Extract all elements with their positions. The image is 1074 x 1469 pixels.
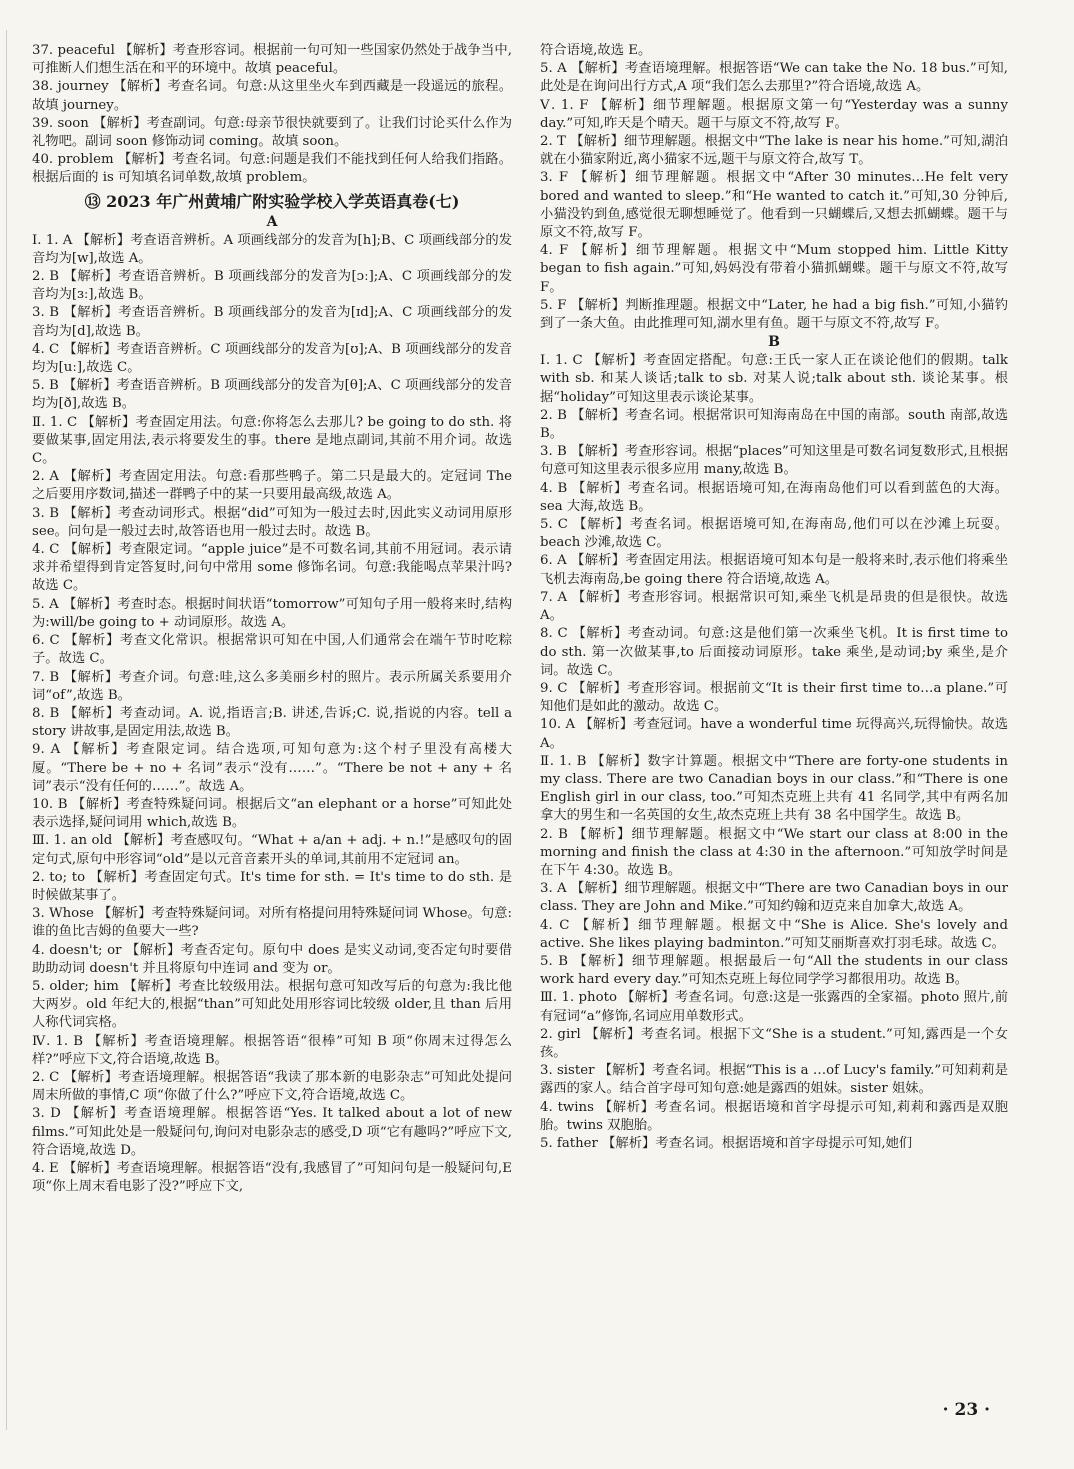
answer-item: 5. B 【解析】考查语音辨析。B 项画线部分的发音为[θ];A、C 项画线部分的发音均为[ð],故选 B。 [32, 378, 512, 412]
answer-item: 3. D 【解析】考查语境理解。根据答语“Yes. It talked about a lot of new films.”可知此处是一般疑问句,询问对电影杂志的感受,D 项“它有趣吗?”呼应下文,符合语境,故选 D。 [32, 1106, 512, 1158]
answer-item: 8. C 【解析】考查动词。句意:这是他们第一次乘坐飞机。It is first time to do sth. 第一次做某事,to 后面接动词原形。take 乘坐,是动词;by 乘坐,是介词。故选 C。 [540, 626, 1008, 678]
answer-item: Ⅱ. 1. B 【解析】数字计算题。根据文中“There are forty-one students in my class. There are two Canadian boys in our class.”和“There is one English girl in our class, too.”可知杰克班上共有 41 名同学,其中有两名加拿大的男生和一名英国的女生,故杰克班上共有 38 名中国学生。故选 B。 [540, 753, 1008, 824]
answer-item: 3. B 【解析】考查语音辨析。B 项画线部分的发音为[ɪd];A、C 项画线部分的发音均为[d],故选 B。 [32, 305, 512, 339]
answer-item: 2. T 【解析】细节理解题。根据文中“The lake is near his home.”可知,湖泊就在小猫家附近,离小猫家不远,题干与原文符合,故写 T。 [540, 134, 1008, 168]
answer-item: 40. problem 【解析】考查名词。句意:问题是我们不能找到任何人给我们指路。根据后面的 is 可知填名词单数,故填 problem。 [32, 152, 512, 186]
answer-item: 3. Whose 【解析】考查特殊疑问词。对所有格提问用特殊疑问词 Whose。句意:谁的鱼比吉姆的鱼要大一些? [32, 906, 512, 940]
answer-item: 5. father 【解析】考查名词。根据语境和首字母提示可知,她们 [540, 1135, 913, 1151]
answer-item: 5. A 【解析】考查时态。根据时间状语“tomorrow”可知句子用一般将来时,结构为:will/be going to + 动词原形。故选 A。 [32, 596, 512, 630]
answer-item: Ⅰ. 1. A 【解析】考查语音辨析。A 项画线部分的发音为[h];B、C 项画线部分的发音均为[w],故选 A。 [32, 232, 512, 266]
answer-item: 3. B 【解析】考查动词形式。根据“did”可知为一般过去时,因此实义动词用原形 see。问句是一般过去时,故答语也用一般过去时。故选 B。 [32, 505, 512, 539]
answer-item: 7. B 【解析】考查介词。句意:哇,这么多美丽乡村的照片。表示所属关系要用介词“of”,故选 B。 [32, 669, 512, 703]
answer-item: 9. C 【解析】考查形容词。根据前文“It is their first time to…a plane.”可知他们是如此的激动。故选 C。 [540, 680, 1008, 715]
binding-edge [0, 30, 7, 1430]
answer-item: 10. B 【解析】考查特殊疑问词。根据后文“an elephant or a horse”可知此处表示选择,疑问词用 which,故选 B。 [32, 796, 512, 831]
answer-item: 4. C 【解析】考查限定词。“apple juice”是不可数名词,其前不用冠词。表示请求并希望得到肯定答复时,问句中常用 some 修饰名词。句意:我能喝点苹果汁吗?故选 C。 [32, 542, 512, 594]
answer-item: 38. journey 【解析】考查名词。句意:从这里坐火车到西藏是一段遥远的旅程。故填 journey。 [32, 79, 512, 113]
left-top-items [32, 42, 512, 188]
answer-item: 4. doesn't; or 【解析】考查否定句。原句中 does 是实义动词,变否定句时要借助助动词 doesn't 并且将原句中连词 and 变为 or。 [32, 942, 512, 976]
answer-item: 4. F 【解析】细节理解题。根据文中“Mum stopped him. Little Kitty began to fish again.”可知,妈妈没有带着小猫抓蝴蝶。题干与原文不符,故写 F。 [540, 243, 1008, 295]
answer-item: 4. B 【解析】考查名词。根据语境可知,在海南岛他们可以看到蓝色的大海。sea 大海,故选 B。 [540, 480, 1008, 514]
answer-item: Ⅲ. 1. photo 【解析】考查名词。句意:这是一张露西的全家福。photo 照片,前有冠词“a”修饰,名词应用单数形式。 [540, 990, 1008, 1024]
part-b-items [540, 352, 1008, 1153]
answer-item: 符合语境,故选 E。 [540, 43, 652, 58]
answer-item: Ⅴ. 1. F 【解析】细节理解题。根据原文第一句“Yesterday was a sunny day.”可知,昨天是个晴天。题干与原文不符,故写 F。 [540, 97, 1008, 131]
right-column [540, 42, 1008, 1153]
answer-item: 10. A 【解析】考查冠词。have a wonderful time 玩得高兴,玩得愉快。故选 A。 [540, 717, 1008, 751]
left-column [32, 42, 512, 1196]
answer-item: 2. B 【解析】考查名词。根据常识可知海南岛在中国的南部。south 南部,故选 B。 [540, 407, 1008, 442]
answer-item: 4. twins 【解析】考查名词。根据语境和首字母提示可知,莉莉和露西是双胞胎。twins 双胞胎。 [540, 1099, 1008, 1133]
answer-item: 2. C 【解析】考查语境理解。根据答语“我读了那本新的电影杂志”可知此处提问周末所做的事情,C 项“你做了什么?”呼应下文,符合语境,故选 C。 [32, 1069, 512, 1104]
part-a-items [32, 232, 512, 1197]
answer-item: 7. A 【解析】考查形容词。根据常识可知,乘坐飞机是昂贵的但是很快。故选 A。 [540, 589, 1008, 624]
answer-item: 6. C 【解析】考查文化常识。根据常识可知在中国,人们通常会在端午节时吃粽子。故选 C。 [32, 633, 512, 667]
answer-item: 39. soon 【解析】考查副词。句意:母亲节很快就要到了。让我们讨论买什么作为礼物吧。副词 soon 修饰动词 coming。故填 soon。 [32, 115, 512, 150]
answer-item: 5. F 【解析】判断推理题。根据文中“Later, he had a big fish.”可知,小猫钓到了一条大鱼。由此推理可知,湖水里有鱼。题干与原文不符,故写 F。 [540, 297, 1008, 332]
answer-item: 2. B 【解析】考查语音辨析。B 项画线部分的发音为[ɔː];A、C 项画线部分的发音均为[ɜː],故选 B。 [32, 269, 512, 303]
answer-item: 5. B 【解析】细节理解题。根据最后一句“All the students in our class work hard every day.”可知杰克班上每位同学学习都很用功。故选 B。 [540, 953, 1008, 988]
answer-item: 9. A 【解析】考查限定词。结合选项,可知句意为:这个村子里没有高楼大厦。“There be + no + 名词”表示“没有……”。“There be not + any + 名词”表示“没有任何的……”。故选 A。 [32, 742, 512, 794]
page-number: · 23 · [942, 1400, 990, 1420]
answer-item: 2. girl 【解析】考查名词。根据下文“She is a student.”可知,露西是一个女孩。 [540, 1026, 1008, 1060]
answer-item: 5. A 【解析】考查语境理解。根据答语“We can take the No. 18 bus.”可知,此处是在询问出行方式,A 项“我们怎么去那里?”符合语境,故选 A。 [540, 61, 1008, 95]
answer-item: 4. C 【解析】考查语音辨析。C 项画线部分的发音为[ʊ];A、B 项画线部分的发音均为[uː],故选 C。 [32, 341, 512, 376]
part-a-heading: A [266, 213, 278, 230]
answer-item: 4. C 【解析】细节理解题。根据文中“She is Alice. She's lovely and active. She likes playing badminton.”可知艾丽斯喜欢打羽毛球。故选 C。 [540, 917, 1008, 951]
answer-item: 3. F 【解析】细节理解题。根据文中“After 30 minutes…He felt very bored and wanted to sleep.”和“He wanted to catch it.”可知,30 分钟后,小猫没钓到鱼,感觉很无聊想睡觉了。他看到一只蝴蝶后,又想去抓蝴蝶。题干与原文不符,故写 F。 [540, 170, 1008, 241]
answer-item: Ⅲ. 1. an old 【解析】考查感叹句。“What + a/an + adj. + n.!”是感叹句的固定句式,原句中形容词“old”是以元音音素开头的单词,其前用不定冠词 an。 [32, 833, 512, 867]
answer-item: Ⅰ. 1. C 【解析】考查固定搭配。句意:王氏一家人正在谈论他们的假期。talk with sb. 和某人谈话;talk to sb. 对某人说;talk about sth. 谈论某事。根据“holiday”可知这里表示谈论某事。 [540, 353, 1008, 405]
answer-item: 3. A 【解析】细节理解题。根据文中“There are two Canadian boys in our class. They are John and Mike.”可知约翰和迈克来自加拿大,故选 A。 [540, 881, 1008, 915]
right-top-items [540, 42, 1008, 333]
answer-item: 6. A 【解析】考查固定用法。根据语境可知本句是一般将来时,表示他们将乘坐飞机去海南岛,be going there 符合语境,故选 A。 [540, 553, 1008, 587]
answer-item: 5. older; him 【解析】考查比较级用法。根据句意可知改写后的句意为:我比他大两岁。old 年纪大的,根据“than”可知此处用形容词比较级 older,且 than 后用人称代词宾格。 [32, 978, 512, 1031]
section-title: ⑬ 2023 年广州黄埔广附实验学校入学英语真卷(七) [84, 191, 460, 211]
answer-item: 3. B 【解析】考查形容词。根据“places”可知这里是可数名词复数形式,且根据句意可知这里表示很多应用 many,故选 B。 [540, 444, 1008, 478]
answer-item: 37. peaceful 【解析】考查形容词。根据前一句可知一些国家仍然处于战争当中,可推断人们想生活在和平的环境中。故填 peaceful。 [32, 43, 512, 77]
answer-item: 8. B 【解析】考查动词。A. 说,指语言;B. 讲述,告诉;C. 说,指说的内容。tell a story 讲故事,是固定用法,故选 B。 [32, 705, 512, 740]
answer-item: 4. E 【解析】考查语境理解。根据答语“没有,我感冒了”可知问句是一般疑问句,E 项“你上周末看电影了没?”呼应下文, [32, 1160, 512, 1195]
answer-item: 2. B 【解析】细节理解题。根据文中“We start our class at 8:00 in the morning and finish the class at 4:30 in the afternoon.”可知放学时间是在下午 4:30。故选 B。 [540, 826, 1008, 878]
answer-item: 2. A 【解析】考查固定用法。句意:看那些鸭子。第二只是最大的。定冠词 The 之后要用序数词,描述一群鸭子中的某一只要用最高级,故选 A。 [32, 469, 512, 503]
answer-item: 3. sister 【解析】考查名词。根据“This is a …of Lucy's family.”可知莉莉是露西的家人。结合首字母可知句意:她是露西的姐妹。sister 姐妹。 [540, 1063, 1008, 1097]
part-b-heading: B [768, 334, 780, 351]
answer-item: Ⅳ. 1. B 【解析】考查语境理解。根据答语“很棒”可知 B 项“你周末过得怎么样?”呼应下文,符合语境,故选 B。 [32, 1033, 512, 1067]
answer-item: 2. to; to 【解析】考查固定句式。It's time for sth. = It's time to do sth. 是时候做某事了。 [32, 869, 512, 903]
answer-item: Ⅱ. 1. C 【解析】考查固定用法。句意:你将怎么去那儿? be going to do sth. 将要做某事,固定用法,表示将要发生的事。there 是地点副词,其前不用介词。故选 C。 [32, 414, 512, 467]
answer-item: 5. C 【解析】考查名词。根据语境可知,在海南岛,他们可以在沙滩上玩耍。beach 沙滩,故选 C。 [540, 517, 1008, 551]
